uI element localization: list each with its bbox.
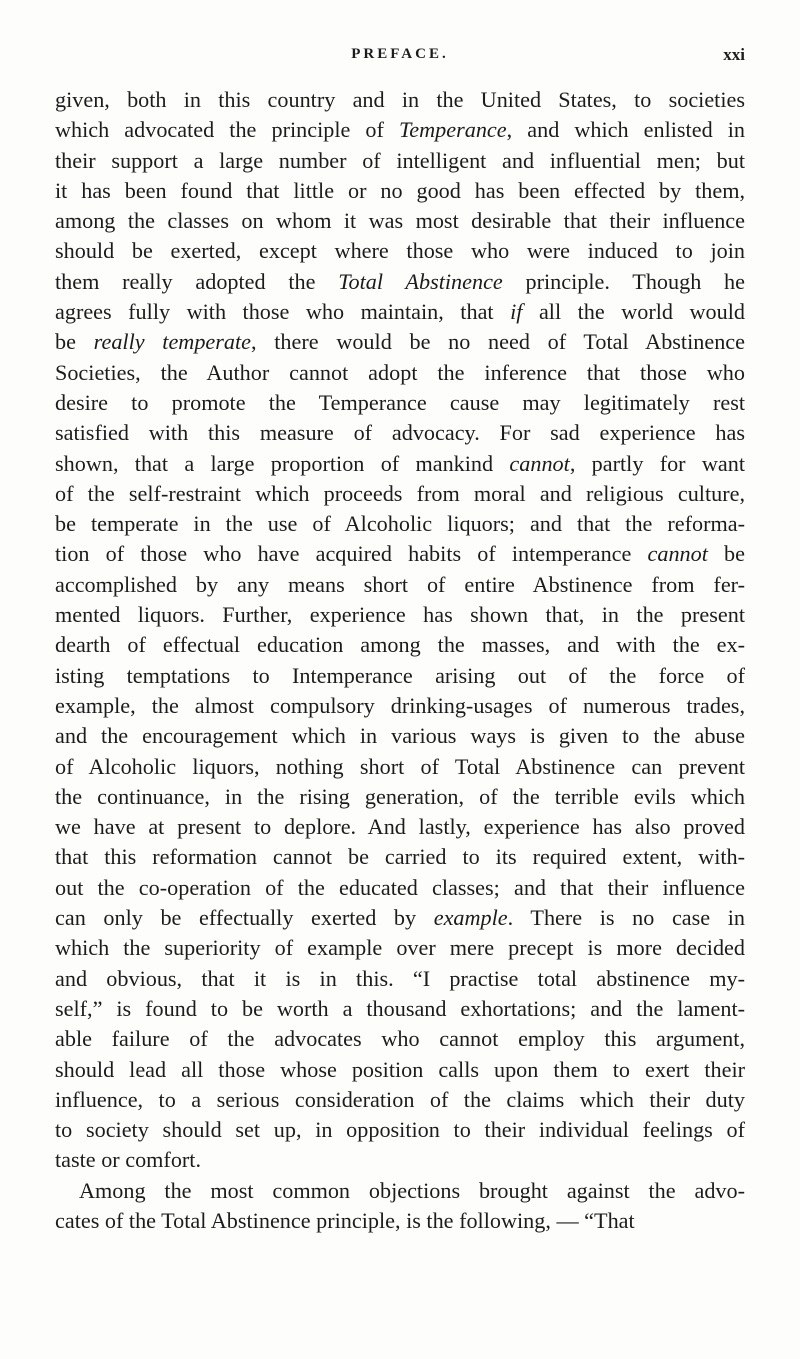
- text-line: to society should set up, in opposition to their individual feelings of: [55, 1117, 745, 1143]
- text-line: out the co-operation of the educated classes; and that their influence: [55, 874, 745, 900]
- text-line: which the superiority of example over mere precept is more decided: [55, 935, 745, 961]
- text-line: and obvious, that it is in this. “I practise total abstinence my-: [55, 965, 745, 991]
- text-line: Societies, the Author cannot adopt the inference that those who: [55, 359, 745, 385]
- text-line: desire to promote the Temperance cause may legitimately rest: [55, 389, 745, 415]
- text-line: their support a large number of intelligent and influential men; but: [55, 147, 745, 173]
- text-line: should lead all those whose position calls upon them to exert their: [55, 1056, 745, 1082]
- text-line: given, both in this country and in the United States, to societies: [55, 87, 745, 112]
- text-line: self,” is found to be worth a thousand exhortations; and the lament-: [55, 995, 745, 1021]
- text-line: cates of the Total Abstinence principle, is the following, — “That: [55, 1207, 635, 1233]
- page-number: xxi: [723, 45, 745, 64]
- running-title: PREFACE.: [351, 46, 449, 62]
- text-line: be temperate in the use of Alcoholic liquors; and that the reforma-: [55, 511, 745, 537]
- text-line: and the encouragement which in various ways is given to the abuse: [55, 723, 745, 749]
- text-line: of Alcoholic liquors, nothing short of Total Abstinence can prevent: [55, 753, 745, 779]
- text-line: should be exerted, except where those who were induced to join: [55, 238, 745, 264]
- text-line: can only be effectually exerted by example. There is no case in: [55, 905, 745, 931]
- text-line: it has been found that little or no good has been effected by them,: [55, 177, 745, 203]
- text-line: satisfied with this measure of advocacy. For sad experience has: [55, 420, 745, 446]
- text-line: dearth of effectual education among the masses, and with the ex-: [55, 632, 745, 658]
- text-line: accomplished by any means short of entire Abstinence from fer-: [55, 571, 745, 597]
- text-line: them really adopted the Total Abstinence principle. Though he: [55, 268, 746, 294]
- running-head: [55, 44, 745, 68]
- text-line: of the self-restraint which proceeds from moral and religious culture,: [55, 480, 745, 506]
- text-line: which advocated the principle of Temperance, and which enlisted in: [55, 117, 745, 143]
- text-line: shown, that a large proportion of mankind cannot, partly for want: [55, 450, 745, 476]
- text-line: taste or comfort.: [55, 1147, 202, 1173]
- text-line: among the classes on whom it was most desirable that their influence: [55, 208, 745, 234]
- text-line: agrees fully with those who maintain, that if all the world would: [55, 299, 745, 325]
- text-line: isting temptations to Intemperance arising out of the force of: [55, 662, 745, 688]
- text-line: we have at present to deplore. And lastly, experience has also proved: [55, 814, 745, 840]
- text-line: be really temperate, there would be no need of Total Abstinence: [55, 329, 745, 355]
- text-line: example, the almost compulsory drinking-usages of numerous trades,: [55, 692, 745, 718]
- text-line: able failure of the advocates who cannot employ this argument,: [55, 1026, 745, 1052]
- text-line: tion of those who have acquired habits of intemperance cannot be: [55, 541, 745, 567]
- body-text: [55, 85, 745, 1236]
- text-line: Among the most common objections brought against the advo-: [79, 1177, 745, 1203]
- text-line: mented liquors. Further, experience has shown that, in the present: [55, 602, 745, 628]
- text-line: that this reformation cannot be carried to its required extent, with-: [55, 844, 745, 870]
- text-line: influence, to a serious consideration of the claims which their duty: [55, 1086, 745, 1112]
- text-line: the continuance, in the rising generation, of the terrible evils which: [55, 783, 745, 809]
